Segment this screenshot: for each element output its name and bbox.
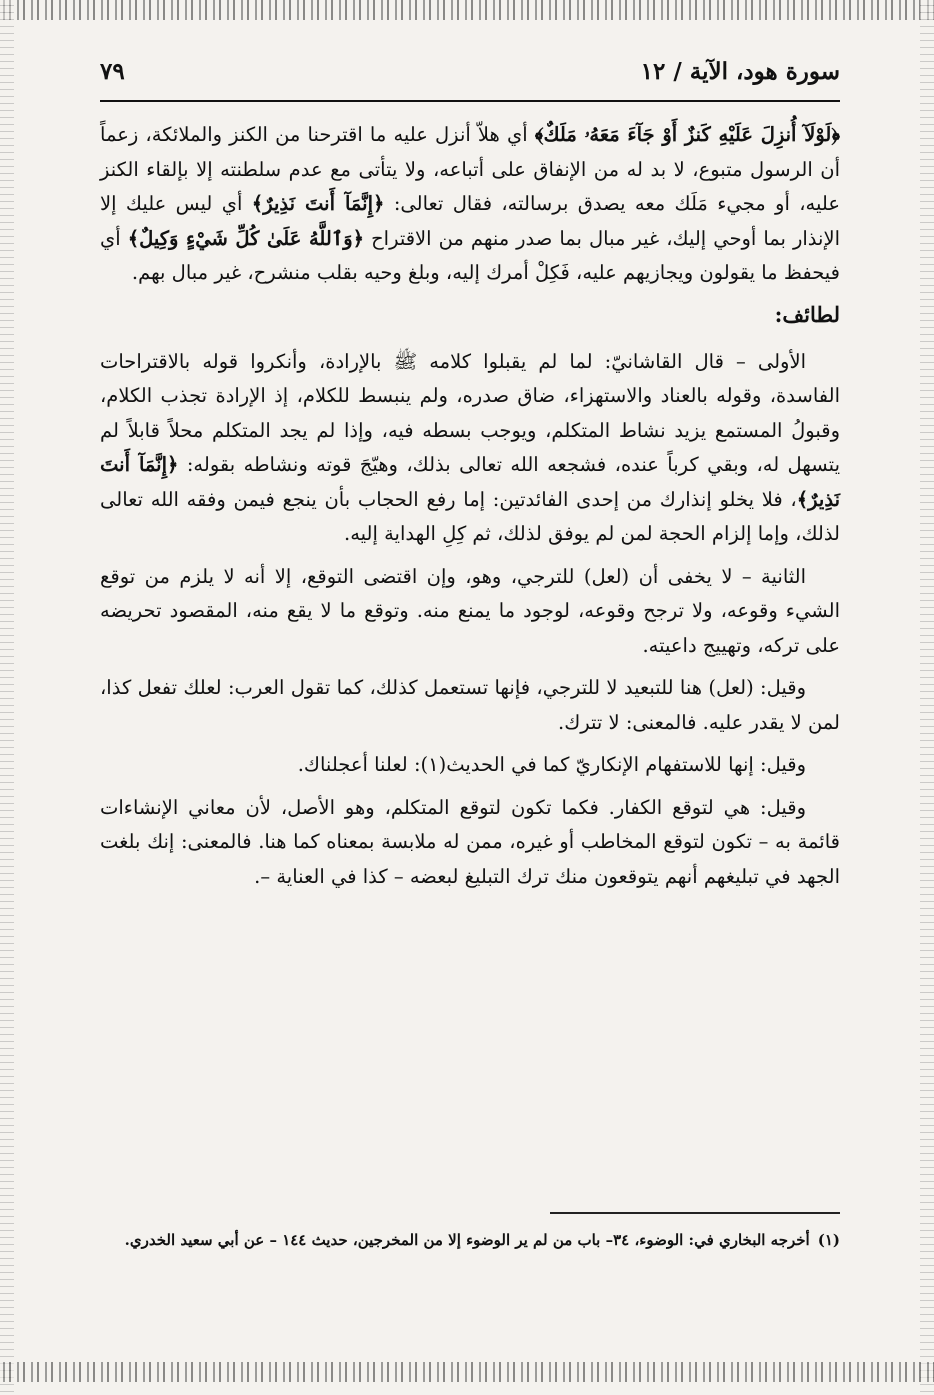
paragraph-text: الأولى – قال القاشانيّ: لما لم يقبلوا كلامه ﷺ بالإرادة، وأنكروا قوله بالاقتراحات الفاسدة، وقوله بالعناد والاستهزاء، ضاق صدره، ولم ينبسط للكلام، إذ الإرادة تجذب الكلام، وقبولُ المستمع يزيد نشاط المتكلم، ويوجب بسطه فيه، وإذا لم يجد المتكلم محلاً قابلاً لم يتسهل له، وبقي كرباً عنده، فشجعه الله تعالى بذلك، وهيّجَ قوته ونشاطه بقوله: <box>100 349 840 476</box>
footnote <box>100 1226 840 1254</box>
lataif-paragraph-4 <box>100 748 840 783</box>
header-rule <box>100 100 840 102</box>
scan-edge-left <box>0 0 14 1395</box>
paragraph-text: وقيل: هي لتوقع الكفار. فكما تكون لتوقع المتكلم، وهو الأصل، لأن معاني الإنشاءات قائمة به – تكون لتوقع المخاطب أو غيره، ممن له ملابسة بمعناه كما هنا. فالمعنى: إنك بلغت الجهد في تبليغهم أنهم يتوقعون منك ترك التبليغ لبعضه – كذا في العناية –. <box>100 795 840 888</box>
page-number: ٧٩ <box>100 58 125 85</box>
scan-edge-right <box>920 0 934 1395</box>
tafsir-paragraph <box>100 118 840 291</box>
paragraph-text: أي هلاّ أنزل عليه ما اقترحنا من الكنز والملائكة، زعماً أن الرسول متبوع، لا بد له من الإنفاق على أتباعه، ولا يتأتى مع عدم سلطنته إلا بإلقاء الكنز عليه، أو مجيء مَلَك معه يصدق برسالته، فقال تعالى: <box>100 123 840 215</box>
paragraph-text: وقيل: (لعل) هنا للتبعيد لا للترجي، فإنها تستعمل كذلك، كما تقول العرب: لعلك تفعل كذا، لمن لا يقدر عليه. فالمعنى: لا تترك. <box>100 676 840 734</box>
quran-verse: ﴿إِنَّمَآ أَنتَ نَذِيرٌ﴾ <box>251 192 385 215</box>
lataif-paragraph-3 <box>100 671 840 740</box>
lataif-paragraph-5 <box>100 791 840 895</box>
paragraph-text: الثانية – لا يخفى أن (لعل) للترجي، وهو، وإن اقتضى التوقع، إلا أنه لا يلزم من توقع الشيء وقوعه، ولا ترجح وقوعه، لوجود ما يمنع منه. وتوقع ما لا يقع منه، المقصود تحريضه على تركه، وتهييج داعيته. <box>100 564 840 657</box>
quran-verse: ﴿إِنَّمَآ أَنتَ نَذِيرٌ﴾ <box>100 453 840 511</box>
lataif-paragraph-2 <box>100 560 840 664</box>
paragraph-text: وقيل: إنها للاستفهام الإنكاريّ كما في الحديث(١): لعلنا أعجلناك. <box>297 753 806 776</box>
book-page <box>100 0 840 1395</box>
running-header <box>100 52 840 92</box>
main-text <box>100 118 840 902</box>
surah-title: سورة هود، الآية / ١٢ <box>640 58 840 85</box>
paragraph-text: أي فيحفظ ما يقولون ويجازيهم عليه، فَكِلْ أمرك إليه، وبلغ وحيه بقلب منشرح، غير مبال بهم. <box>100 226 840 284</box>
quran-verse: ﴿لَوْلَآ أُنزِلَ عَلَيْهِ كَنزٌ أَوْ جَآءَ مَعَهُۥ مَلَكٌ﴾ <box>534 123 840 146</box>
footnote-rule <box>550 1212 840 1214</box>
paragraph-text: أي ليس عليك إلا الإنذار بما أوحي إليك، غير مبال بما صدر منهم من الاقتراح <box>100 192 841 250</box>
decorative-border-bottom <box>0 1362 934 1382</box>
footnote-ref: (١) <box>817 1231 840 1249</box>
quran-verse: ﴿وَٱللَّهُ عَلَىٰ كُلِّ شَيْءٍ وَكِيلٌ﴾ <box>127 226 365 250</box>
paragraph-text: ، فلا يخلو إنذارك من إحدى الفائدتين: إما رفع الحجاب بأن ينجع فيمن وفقه الله تعالى لذلك، وإما إلزام الحجة لمن لم يوفق لذلك، ثم كِلِ الهداية إليه. <box>100 487 840 545</box>
footnote-text: أخرجه البخاري في: الوضوء، ٣٤– باب من لم ير الوضوء إلا من المخرجين، حديث ١٤٤ – عن أبي سعيد الخدري. <box>124 1231 810 1249</box>
section-heading: لطائف: <box>774 301 840 327</box>
lataif-paragraph-1 <box>100 345 840 552</box>
